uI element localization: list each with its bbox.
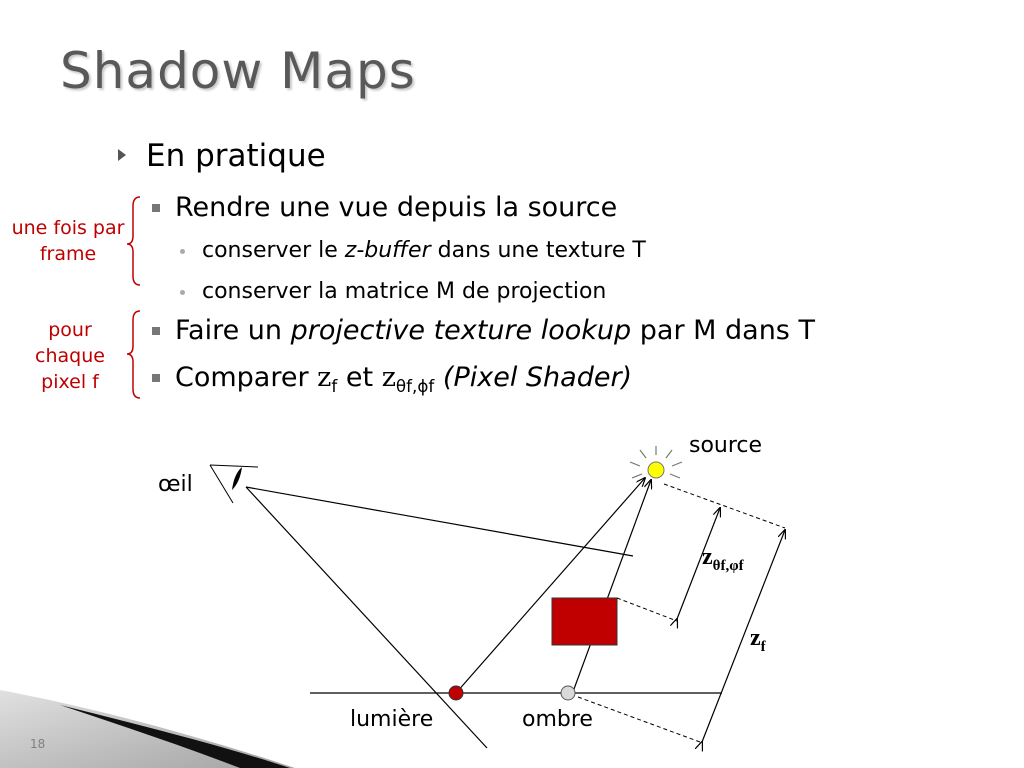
label-per-pixel: pour chaque pixel f (35, 319, 105, 393)
shadow-point (561, 686, 575, 700)
z-symbol: z (317, 362, 332, 393)
sun-icon (630, 446, 682, 478)
label-light: lumière (350, 707, 434, 732)
z-symbol: z (381, 362, 396, 393)
text-part: Faire un (175, 315, 291, 346)
zbuffer-term: z-buffer (344, 238, 431, 263)
eye-icon (210, 465, 258, 503)
slide-title: Shadow Maps (60, 42, 416, 100)
z-subscript: f (760, 638, 766, 655)
dash-bottom (578, 697, 700, 742)
label-once-per-frame: une fois par frame (11, 217, 125, 265)
lookup-term: projective texture lookup (290, 315, 632, 346)
occluder-box (552, 598, 617, 645)
z-subscript: θf,ϕf (395, 375, 435, 396)
pixel-shader-note: (Pixel Shader) (442, 362, 633, 393)
lit-point (449, 686, 463, 700)
z-symbol: z (702, 544, 713, 570)
text-part: par M dans T (631, 315, 815, 346)
eye-ray-upper (246, 487, 633, 556)
z-subscript: f (331, 375, 338, 396)
label-shadow: ombre (522, 707, 593, 732)
label-eye: œil (158, 472, 193, 497)
text-part: conserver le (202, 238, 345, 263)
brace-once (127, 197, 140, 285)
dash-occluder (617, 598, 677, 621)
text-part: Comparer (175, 362, 318, 393)
text-part: et (337, 362, 382, 393)
light-ray-shadow (574, 480, 651, 689)
brace-per-pixel (127, 311, 140, 398)
z-subscript: θf,φf (712, 557, 744, 574)
dash-top (664, 484, 785, 528)
page-number: 18 (30, 737, 46, 751)
bullet-text: En pratique (146, 138, 326, 174)
bullet-text: Rendre une vue depuis la source (175, 192, 618, 223)
bullet-text: conserver la matrice M de projection (202, 279, 607, 304)
label-z-theta (702, 544, 744, 575)
z-symbol: z (750, 625, 761, 651)
light-ray-lit (456, 478, 645, 693)
label-z-f (750, 625, 766, 656)
label-source: source (689, 433, 763, 458)
text-part: dans une texture T (430, 238, 646, 263)
